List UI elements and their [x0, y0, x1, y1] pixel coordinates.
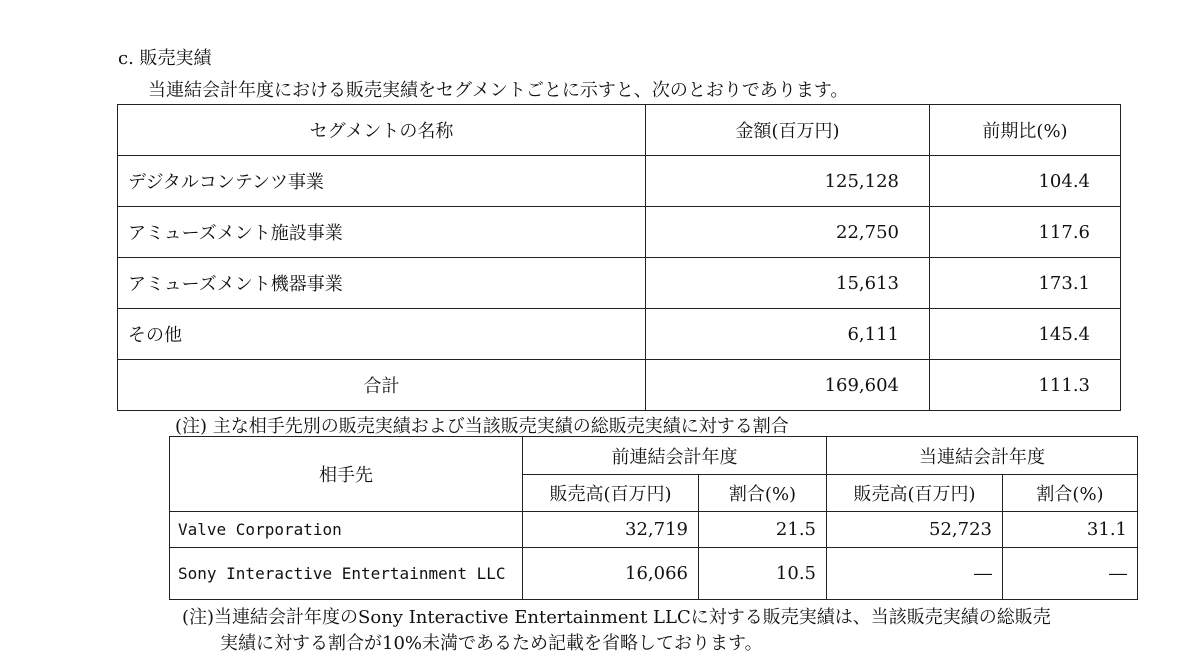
table-row [118, 207, 1121, 258]
header-prev-sales: 販売高(百万円) [523, 475, 699, 512]
omission-note-line2: 実績に対する割合が10%未満であるため記載を省略しております。 [220, 633, 763, 654]
segment-name: その他 [118, 309, 646, 360]
header-current-year: 当連結会計年度 [827, 437, 1138, 475]
customer-sales-table [169, 436, 1138, 600]
curr-sales: 52,723 [827, 512, 1003, 548]
prev-ratio: 21.5 [699, 512, 827, 548]
table-row [118, 309, 1121, 360]
customer-name: Sony Interactive Entertainment LLC [170, 548, 523, 600]
segment-ratio: 104.4 [930, 156, 1121, 207]
segment-amount: 15,613 [646, 258, 930, 309]
segment-name: アミューズメント施設事業 [118, 207, 646, 258]
total-row [118, 360, 1121, 411]
segment-ratio: 145.4 [930, 309, 1121, 360]
segment-name: デジタルコンテンツ事業 [118, 156, 646, 207]
table-header-row [170, 437, 1138, 475]
table-row [118, 156, 1121, 207]
omission-note-line1: (注)当連結会計年度のSony Interactive Entertainment LLCに対する販売実績は、当該販売実績の総販売 [182, 607, 1051, 628]
customer-note: (注) 主な相手先別の販売実績および当該販売実績の総販売実績に対する割合 [175, 416, 789, 437]
table-row [170, 548, 1138, 600]
header-prev-ratio: 割合(%) [699, 475, 827, 512]
header-previous-year: 前連結会計年度 [523, 437, 827, 475]
table-row [170, 512, 1138, 548]
header-amount: 金額(百万円) [646, 105, 930, 156]
header-yoy-ratio: 前期比(%) [930, 105, 1121, 156]
segment-ratio: 117.6 [930, 207, 1121, 258]
header-segment-name: セグメントの名称 [118, 105, 646, 156]
curr-sales: ― [827, 548, 1003, 600]
total-ratio: 111.3 [930, 360, 1121, 411]
segment-amount: 22,750 [646, 207, 930, 258]
customer-name: Valve Corporation [170, 512, 523, 548]
section-heading: c. 販売実績 [118, 48, 212, 69]
omission-note [182, 605, 1051, 657]
prev-ratio: 10.5 [699, 548, 827, 600]
header-curr-sales: 販売高(百万円) [827, 475, 1003, 512]
total-label: 合計 [118, 360, 646, 411]
header-curr-ratio: 割合(%) [1003, 475, 1138, 512]
header-customer: 相手先 [170, 437, 523, 512]
section-intro: 当連結会計年度における販売実績をセグメントごとに示すと、次のとおりであります。 [148, 80, 849, 101]
table-row [118, 258, 1121, 309]
table-header-row [118, 105, 1121, 156]
segment-name: アミューズメント機器事業 [118, 258, 646, 309]
prev-sales: 32,719 [523, 512, 699, 548]
segment-ratio: 173.1 [930, 258, 1121, 309]
curr-ratio: 31.1 [1003, 512, 1138, 548]
curr-ratio: ― [1003, 548, 1138, 600]
segment-amount: 6,111 [646, 309, 930, 360]
segment-amount: 125,128 [646, 156, 930, 207]
segment-sales-table [117, 104, 1121, 411]
total-amount: 169,604 [646, 360, 930, 411]
prev-sales: 16,066 [523, 548, 699, 600]
